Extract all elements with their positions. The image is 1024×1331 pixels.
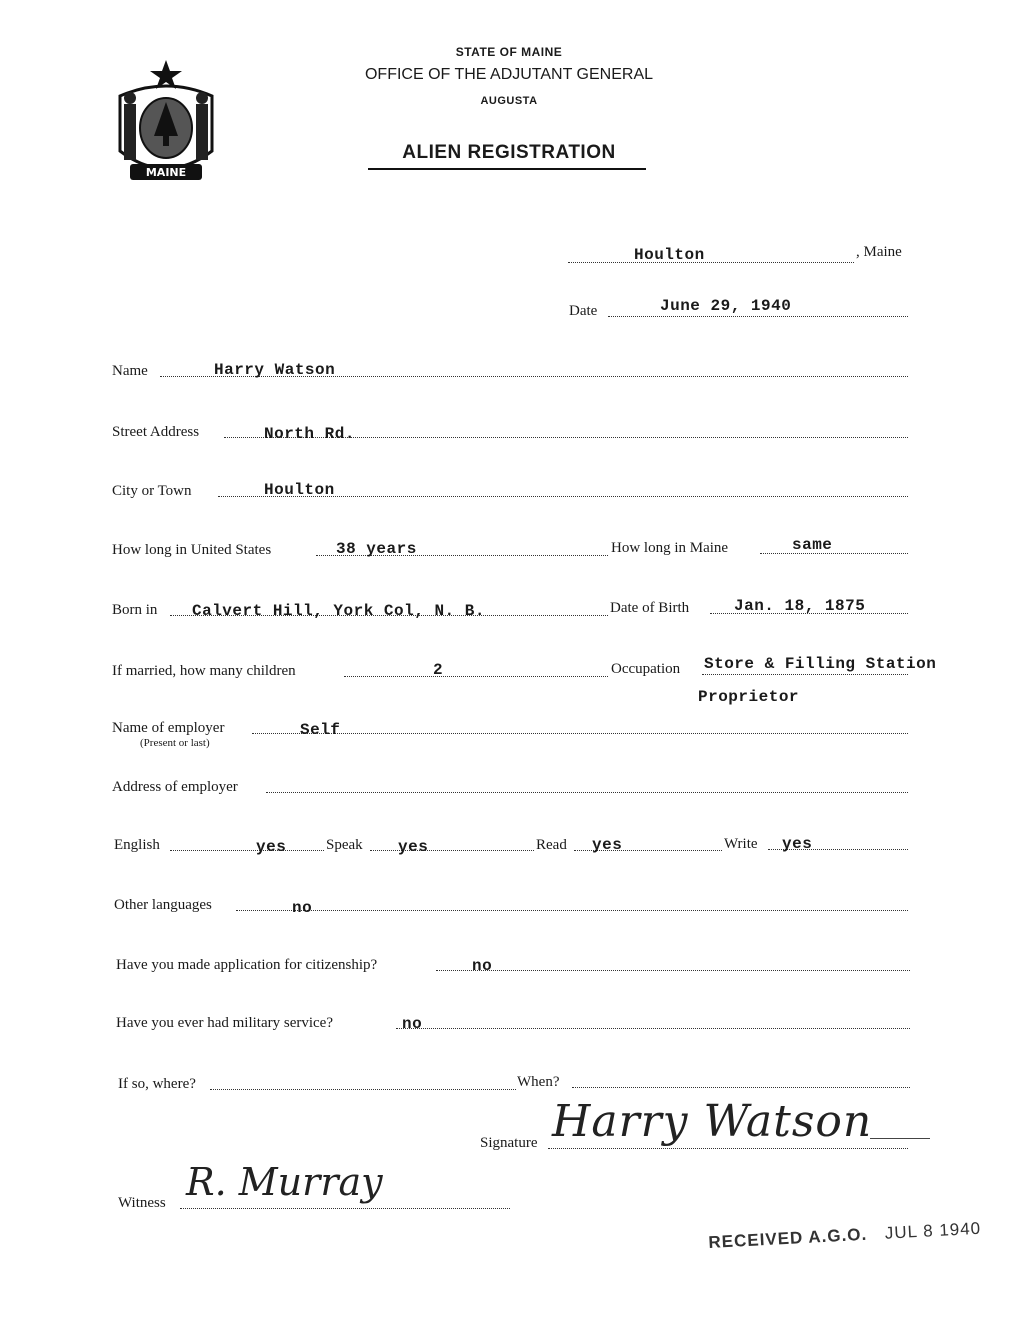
occupation-label: Occupation xyxy=(611,661,681,677)
page-title: ALIEN REGISTRATION xyxy=(402,142,616,163)
dob-value: Jan. 18, 1875 xyxy=(734,597,866,615)
citizenship-label: Have you made application for citizenship? xyxy=(116,957,378,973)
name-label: Name xyxy=(112,363,148,379)
speak-line xyxy=(370,850,534,851)
employer-address-line xyxy=(266,792,908,793)
children-line xyxy=(344,676,608,677)
employer-sublabel: (Present or last) xyxy=(140,737,210,749)
other-languages-line xyxy=(236,910,908,911)
born-in-label: Born in xyxy=(112,602,158,618)
write-label: Write xyxy=(724,836,758,852)
children-label: If married, how many children xyxy=(112,663,296,679)
employer-address-label: Address of employer xyxy=(112,779,238,795)
occupation-value-2: Proprietor xyxy=(698,688,800,706)
signature-line xyxy=(548,1148,908,1149)
signature-label: Signature xyxy=(480,1135,538,1151)
read-label: Read xyxy=(536,837,567,853)
english-line xyxy=(170,850,324,851)
us-duration-value: 38 years xyxy=(336,540,417,558)
received-stamp xyxy=(708,1219,982,1253)
military-line xyxy=(396,1028,910,1029)
witness-value: R. Murray xyxy=(186,1160,383,1204)
street-label: Street Address xyxy=(112,424,200,440)
employer-label: Name of employer xyxy=(112,720,225,736)
speak-label: Speak xyxy=(326,837,363,853)
when-line xyxy=(572,1087,910,1088)
military-value: no xyxy=(402,1015,423,1033)
other-languages-label: Other languages xyxy=(114,897,212,913)
children-value: 2 xyxy=(433,661,444,679)
city-value: Houlton xyxy=(264,481,335,499)
english-value: yes xyxy=(256,838,287,856)
city-label: City or Town xyxy=(112,483,192,499)
signature-tail xyxy=(870,1138,930,1139)
speak-value: yes xyxy=(398,838,429,856)
maine-seal-icon xyxy=(110,56,222,190)
us-duration-label: How long in United States xyxy=(112,542,272,558)
read-value: yes xyxy=(592,836,623,854)
write-value: yes xyxy=(782,835,813,853)
occupation-value: Store & Filling Station xyxy=(704,655,937,673)
name-value: Harry Watson xyxy=(214,361,336,379)
received-stamp-date: JUL 8 1940 xyxy=(884,1218,982,1243)
seal-text: MAINE xyxy=(145,166,187,179)
header-office: OFFICE OF THE ADJUTANT GENERAL xyxy=(364,66,654,83)
when-label: When? xyxy=(517,1074,560,1090)
dob-label: Date of Birth xyxy=(610,600,690,616)
street-value: North Rd. xyxy=(264,425,355,443)
citizenship-value: no xyxy=(472,957,493,975)
maine-duration-value: same xyxy=(792,536,833,554)
maine-duration-line xyxy=(760,553,908,554)
header-city: AUGUSTA xyxy=(480,95,538,107)
employer-line xyxy=(252,733,908,734)
date-value: June 29, 1940 xyxy=(660,297,792,315)
signature-value: Harry Watson xyxy=(552,1096,873,1147)
born-in-value: Calvert Hill, York Col, N. B. xyxy=(192,602,485,620)
where-label: If so, where? xyxy=(118,1076,196,1092)
title-underline xyxy=(368,168,646,170)
other-languages-value: no xyxy=(292,899,313,917)
employer-value: Self xyxy=(300,721,341,739)
witness-line xyxy=(180,1208,510,1209)
where-line xyxy=(210,1089,516,1090)
town-value: Houlton xyxy=(634,246,705,264)
military-label: Have you ever had military service? xyxy=(116,1015,333,1031)
occupation-line xyxy=(702,674,908,675)
english-label: English xyxy=(114,837,160,853)
state-label: , Maine xyxy=(856,244,902,260)
town-line xyxy=(568,262,854,263)
header-state: STATE OF MAINE xyxy=(455,45,563,59)
citizenship-line xyxy=(436,970,910,971)
maine-duration-label: How long in Maine xyxy=(611,540,729,556)
witness-label: Witness xyxy=(118,1195,166,1211)
date-line xyxy=(608,316,908,317)
received-stamp-text: RECEIVED A.G.O. xyxy=(708,1224,868,1252)
date-label: Date xyxy=(569,303,598,319)
